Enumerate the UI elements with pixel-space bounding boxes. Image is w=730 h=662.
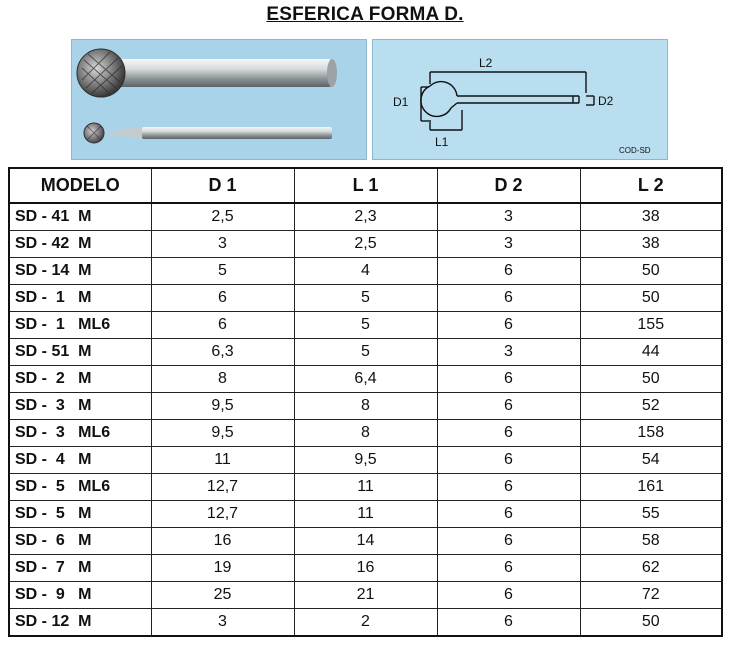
table-header-row: [9, 168, 722, 203]
table-row: [9, 609, 722, 637]
cell-l1: 4: [294, 258, 437, 285]
cell-modelo: SD - 41 M: [9, 203, 151, 231]
cell-d2: 3: [437, 339, 580, 366]
cell-d2: 6: [437, 285, 580, 312]
cell-l2: 55: [580, 501, 722, 528]
cell-modelo: SD - 5 ML6: [9, 474, 151, 501]
cell-d2: 6: [437, 474, 580, 501]
cell-l2: 54: [580, 447, 722, 474]
cell-d2: 6: [437, 393, 580, 420]
cell-l1: 5: [294, 339, 437, 366]
cell-modelo: SD - 51 M: [9, 339, 151, 366]
small-burr-shank: [142, 127, 332, 139]
spec-table: [8, 167, 723, 637]
product-photo: [71, 39, 367, 160]
table-row: [9, 285, 722, 312]
cell-l1: 11: [294, 474, 437, 501]
cell-d1: 3: [151, 609, 294, 637]
cell-l1: 11: [294, 501, 437, 528]
table-row: [9, 528, 722, 555]
cell-modelo: SD - 2 M: [9, 366, 151, 393]
header-modelo: MODELO: [9, 168, 151, 203]
table-row: [9, 366, 722, 393]
table-row: [9, 501, 722, 528]
cell-l2: 50: [580, 258, 722, 285]
table-row: [9, 393, 722, 420]
table-row: [9, 555, 722, 582]
cell-d1: 11: [151, 447, 294, 474]
cell-l2: 58: [580, 528, 722, 555]
cell-d1: 25: [151, 582, 294, 609]
cell-l1: 2: [294, 609, 437, 637]
cell-l2: 38: [580, 203, 722, 231]
cell-l2: 50: [580, 609, 722, 637]
table-row: [9, 339, 722, 366]
cell-l1: 9,5: [294, 447, 437, 474]
cell-l2: 44: [580, 339, 722, 366]
cell-d2: 6: [437, 366, 580, 393]
cell-modelo: SD - 3 M: [9, 393, 151, 420]
diagram-code: COD-SD: [619, 146, 651, 155]
cell-d2: 3: [437, 231, 580, 258]
cell-l2: 72: [580, 582, 722, 609]
cell-d2: 6: [437, 447, 580, 474]
cell-d1: 2,5: [151, 203, 294, 231]
cell-l2: 62: [580, 555, 722, 582]
large-burr-shank: [114, 59, 332, 87]
cell-modelo: SD - 1 ML6: [9, 312, 151, 339]
technical-diagram: [372, 39, 668, 160]
cell-d1: 6,3: [151, 339, 294, 366]
label-d1: D1: [393, 95, 409, 109]
cell-l1: 6,4: [294, 366, 437, 393]
cell-l1: 5: [294, 312, 437, 339]
cell-l1: 8: [294, 393, 437, 420]
cell-l1: 5: [294, 285, 437, 312]
cell-l1: 2,3: [294, 203, 437, 231]
cell-modelo: SD - 5 M: [9, 501, 151, 528]
cell-l2: 50: [580, 366, 722, 393]
cell-d2: 6: [437, 609, 580, 637]
cell-d1: 6: [151, 312, 294, 339]
cell-modelo: SD - 6 M: [9, 528, 151, 555]
cell-modelo: SD - 9 M: [9, 582, 151, 609]
cell-d1: 5: [151, 258, 294, 285]
cell-modelo: SD - 12 M: [9, 609, 151, 637]
cell-modelo: SD - 1 M: [9, 285, 151, 312]
cell-l2: 38: [580, 231, 722, 258]
cell-l2: 52: [580, 393, 722, 420]
burr-photo-illustration: [72, 40, 366, 159]
cell-modelo: SD - 3 ML6: [9, 420, 151, 447]
cell-modelo: SD - 42 M: [9, 231, 151, 258]
table-row: [9, 231, 722, 258]
page-title: ESFERICA FORMA D.: [266, 4, 464, 25]
label-l1: L1: [435, 135, 449, 149]
cell-d1: 3: [151, 231, 294, 258]
cell-d1: 6: [151, 285, 294, 312]
cell-d2: 6: [437, 420, 580, 447]
cell-modelo: SD - 14 M: [9, 258, 151, 285]
cell-d2: 6: [437, 555, 580, 582]
label-l2: L2: [479, 56, 493, 70]
table-row: [9, 447, 722, 474]
cell-l1: 21: [294, 582, 437, 609]
cell-l2: 161: [580, 474, 722, 501]
cell-d1: 9,5: [151, 393, 294, 420]
large-burr-head: [77, 49, 125, 97]
cell-d1: 9,5: [151, 420, 294, 447]
cell-d1: 8: [151, 366, 294, 393]
dimension-drawing: [373, 40, 667, 159]
cell-d2: 6: [437, 258, 580, 285]
label-d2: D2: [598, 94, 614, 108]
cell-d2: 6: [437, 501, 580, 528]
cell-d2: 6: [437, 582, 580, 609]
cell-l2: 155: [580, 312, 722, 339]
cell-d2: 6: [437, 528, 580, 555]
cell-d2: 6: [437, 312, 580, 339]
header-d1: D 1: [151, 168, 294, 203]
cell-l1: 14: [294, 528, 437, 555]
table-row: [9, 474, 722, 501]
cell-d1: 12,7: [151, 501, 294, 528]
table-row: [9, 420, 722, 447]
cell-d2: 3: [437, 203, 580, 231]
cell-l2: 158: [580, 420, 722, 447]
cell-modelo: SD - 7 M: [9, 555, 151, 582]
cell-l2: 50: [580, 285, 722, 312]
table-row: [9, 312, 722, 339]
table-row: [9, 203, 722, 231]
header-l1: L 1: [294, 168, 437, 203]
cell-d1: 12,7: [151, 474, 294, 501]
header-l2: L 2: [580, 168, 722, 203]
cell-l1: 8: [294, 420, 437, 447]
cell-l1: 2,5: [294, 231, 437, 258]
cell-l1: 16: [294, 555, 437, 582]
header-d2: D 2: [437, 168, 580, 203]
cell-modelo: SD - 4 M: [9, 447, 151, 474]
table-row: [9, 258, 722, 285]
table-row: [9, 582, 722, 609]
cell-d1: 16: [151, 528, 294, 555]
cell-d1: 19: [151, 555, 294, 582]
